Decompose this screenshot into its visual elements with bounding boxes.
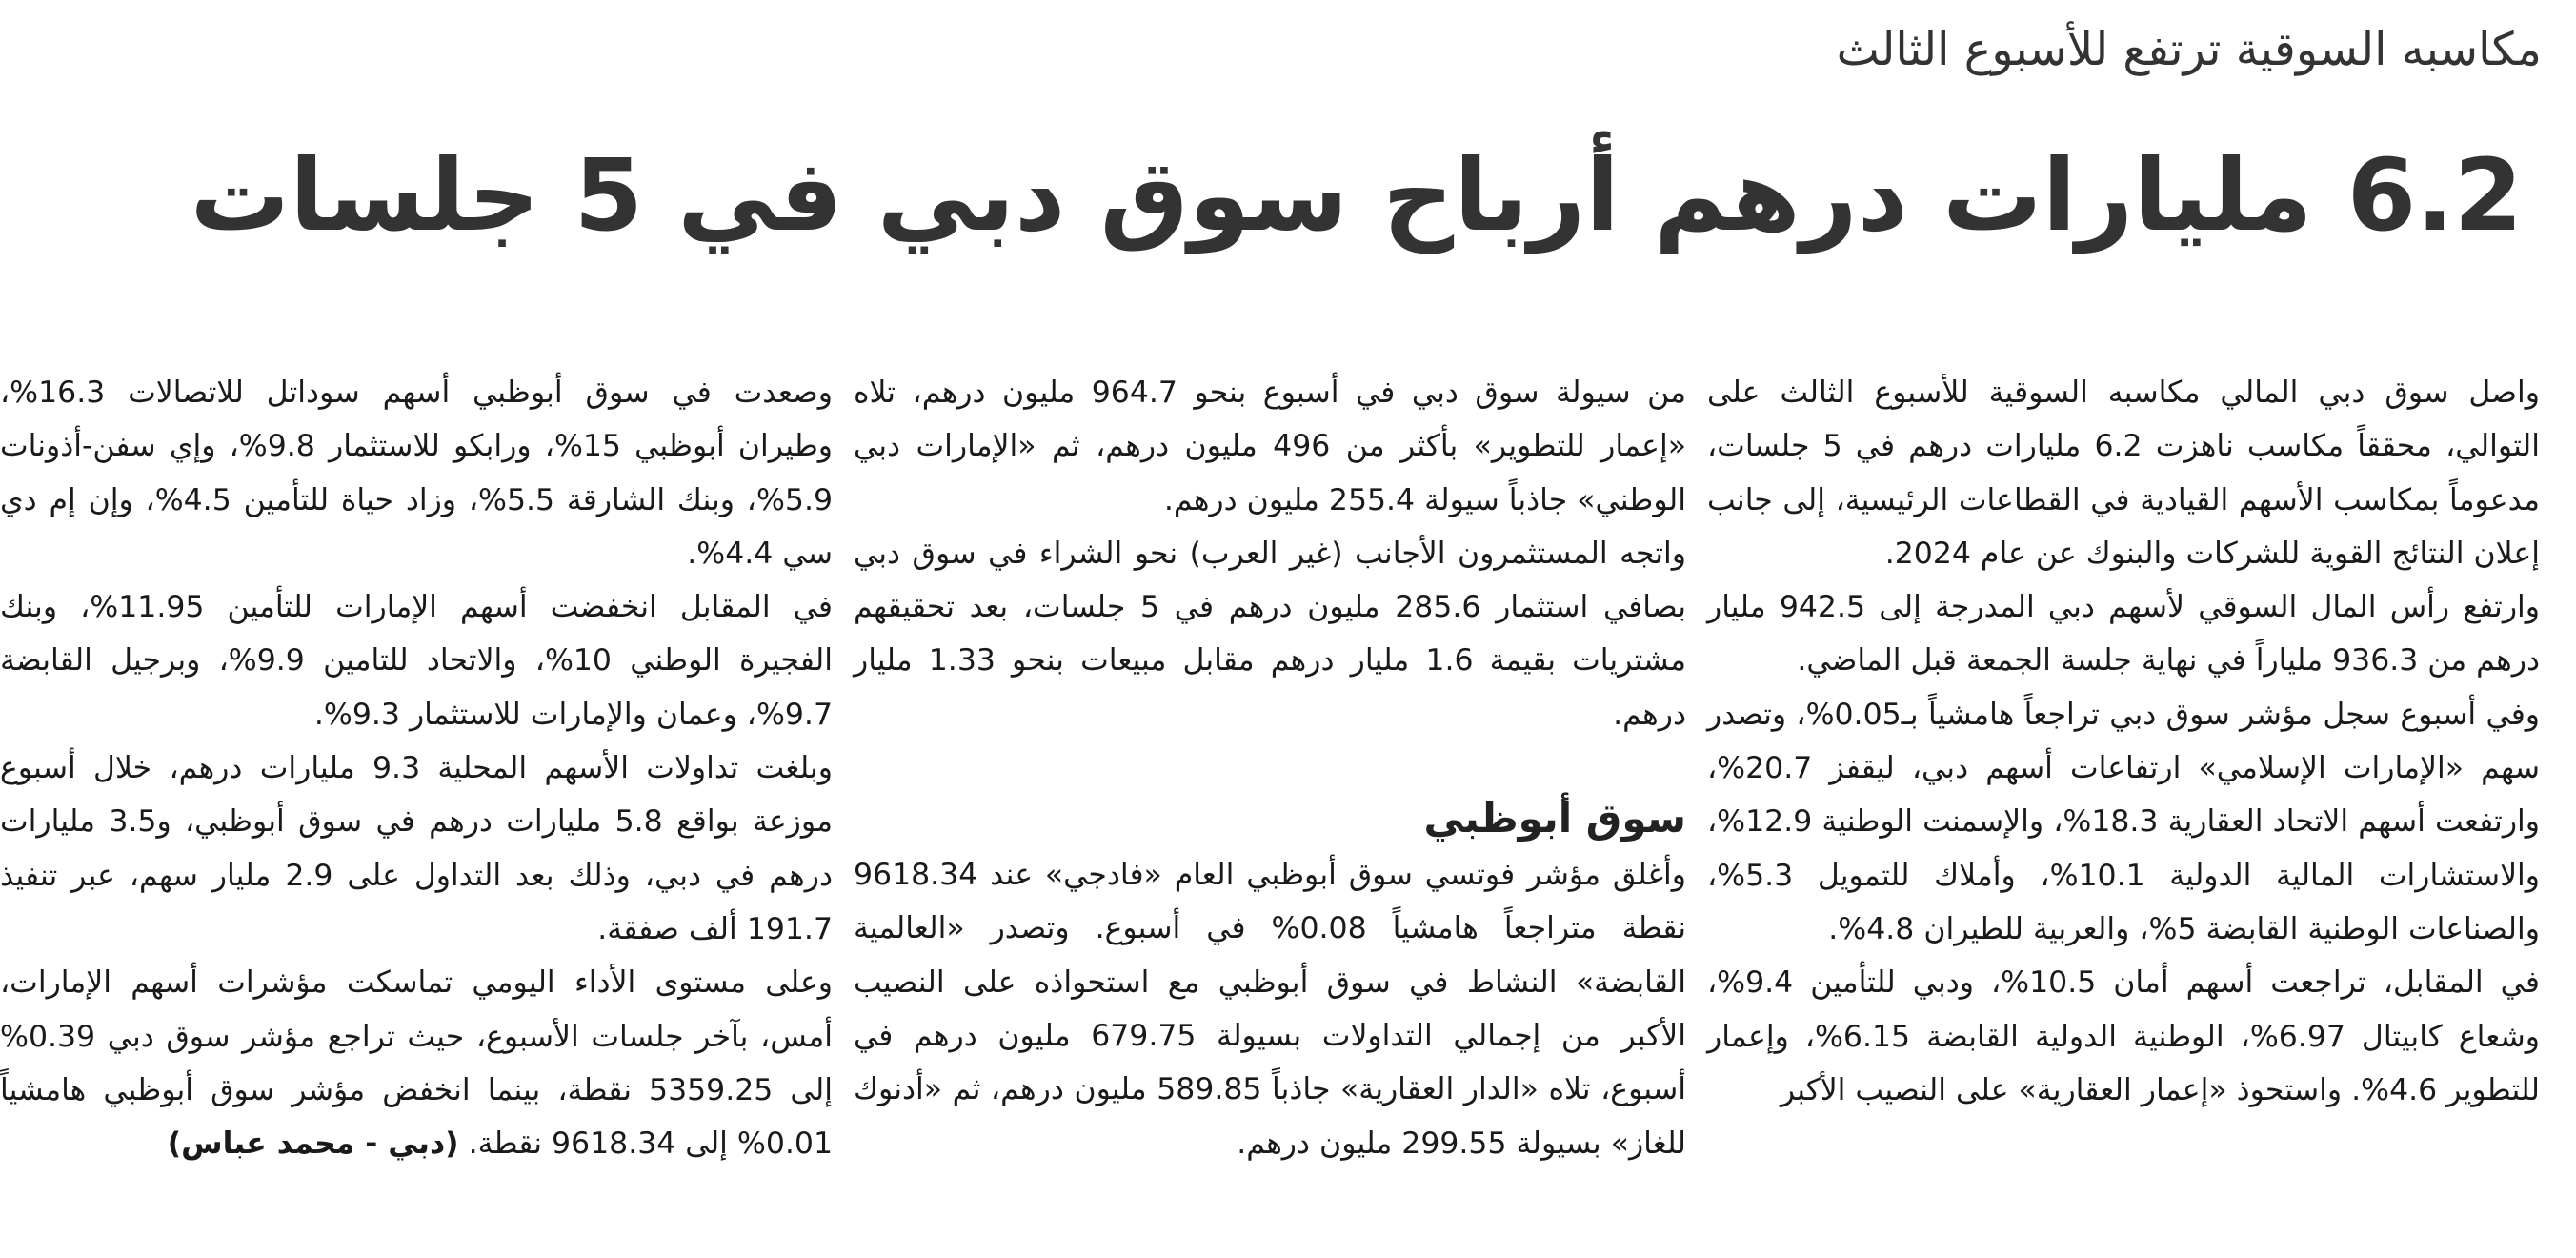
article-kicker: مكاسبه السوقية ترتفع للأسبوع الثالث: [1836, 23, 2542, 76]
article-column-1: [1707, 366, 2540, 1117]
author-byline: (دبي - محمد عباس): [167, 1126, 459, 1162]
article-column-2: [854, 366, 1686, 1170]
article-headline: 6.2 مليارات درهم أرباح سوق دبي في 5 جلسات: [190, 137, 2523, 254]
paragraph: وأغلق مؤشر فوتسي سوق أبوظبي العام «فادجي» عند 9618.34 نقطة متراجعاً هامشياً 0.08% في أسبوع. وتصدر «العالمية القابضة» النشاط في سوق أبوظبي مع استحواذه على النصيب الأكبر من إجمالي التداولات بسيولة 679.75 مليون درهم في أسبوع، تلاه «الدار العقارية» جاذباً 589.85 مليون درهم، ثم «أدنوك للغاز» بسيولة 299.55 مليون درهم.: [854, 858, 1687, 1161]
paragraph-text: وعلى مستوى الأداء اليومي تماسكت مؤشرات أسهم الإمارات، أمس، بآخر جلسات الأسبوع، حيث تراجع مؤشر سوق دبي 0.39% إلى 5359.25 نقطة، بينما انخفض مؤشر سوق أبوظبي هامشياً 0.01% إلى 9618.34 نقطة.: [0, 965, 833, 1162]
paragraph: وبلغت تداولات الأسهم المحلية 9.3 مليارات درهم، خلال أسبوع موزعة بواقع 5.8 مليارات درهم في سوق أبوظبي، و3.5 مليارات درهم في دبي، وذلك بعد التداول على 2.9 مليار سهم، عبر تنفيذ 191.7 ألف صفقة.: [0, 751, 833, 946]
paragraph: واتجه المستثمرون الأجانب (غير العرب) نحو الشراء في سوق دبي بصافي استثمار 285.6 مليون درهم في 5 جلسات، بعد تحقيقهم مشتريات بقيمة 1.6 مليار درهم مقابل مبيعات بنحو 1.33 مليار درهم.: [854, 536, 1686, 732]
paragraph: [0, 956, 833, 1170]
paragraph: وفي أسبوع سجل مؤشر سوق دبي تراجعاً هامشياً بـ0.05%، وتصدر سهم «الإمارات الإسلامي» ارتفاعات أسهم دبي، ليقفز 20.7%، وارتفعت أسهم الاتحاد العقارية 18.3%، والإسمنت الوطنية 12.9%، والاستشارات المالية الدولية 10.1%، وأملاك للتمويل 5.3%، والصناعات الوطنية القابضة 5%، والعربية للطيران 4.8%.: [1707, 697, 2540, 946]
section-subheading: سوق أبوظبي: [1423, 795, 1686, 842]
paragraph: واصل سوق دبي المالي مكاسبه السوقية للأسبوع الثالث على التوالي، محققاً مكاسب ناهزت 6.2 مليارات درهم في 5 جلسات، مدعوماً بمكاسب الأسهم القيادية في القطاعات الرئيسية، إلى جانب إعلان النتائج القوية للشركات والبنوك عن عام 2024.: [1707, 375, 2540, 571]
article-column-3: [0, 366, 833, 1170]
paragraph: وارتفع رأس المال السوقي لأسهم دبي المدرجة إلى 942.5 مليار درهم من 936.3 ملياراً في نهاية جلسة الجمعة قبل الماضي.: [1707, 590, 2540, 679]
paragraph: في المقابل، تراجعت أسهم أمان 10.5%، ودبي للتأمين 9.4%، وشعاع كابيتال 6.97%، الوطنية الدولية القابضة 6.15%، وإعمار للتطوير 4.6%. واستحوذ «إعمار العقارية» على النصيب الأكبر: [1707, 965, 2541, 1107]
paragraph: في المقابل انخفضت أسهم الإمارات للتأمين 11.95%، وبنك الفجيرة الوطني 10%، والاتحاد للتامين 9.9%، وبرجيل القابضة 9.7%، وعمان والإمارات للاستثمار 9.3%.: [0, 590, 833, 732]
paragraph: من سيولة سوق دبي في أسبوع بنحو 964.7 مليون درهم، تلاه «إعمار للتطوير» بأكثر من 496 مليون درهم، ثم «الإمارات دبي الوطني» جاذباً سيولة 255.4 مليون درهم.: [854, 375, 1686, 517]
paragraph: وصعدت في سوق أبوظبي أسهم سوداتل للاتصالات 16.3%، وطيران أبوظبي 15%، ورابكو للاستثمار 9.8%، وإي سفن-أذونات 5.9%، وبنك الشارقة 5.5%، وزاد حياة للتأمين 4.5%، وإن إم دي سي 4.4%.: [0, 375, 834, 571]
